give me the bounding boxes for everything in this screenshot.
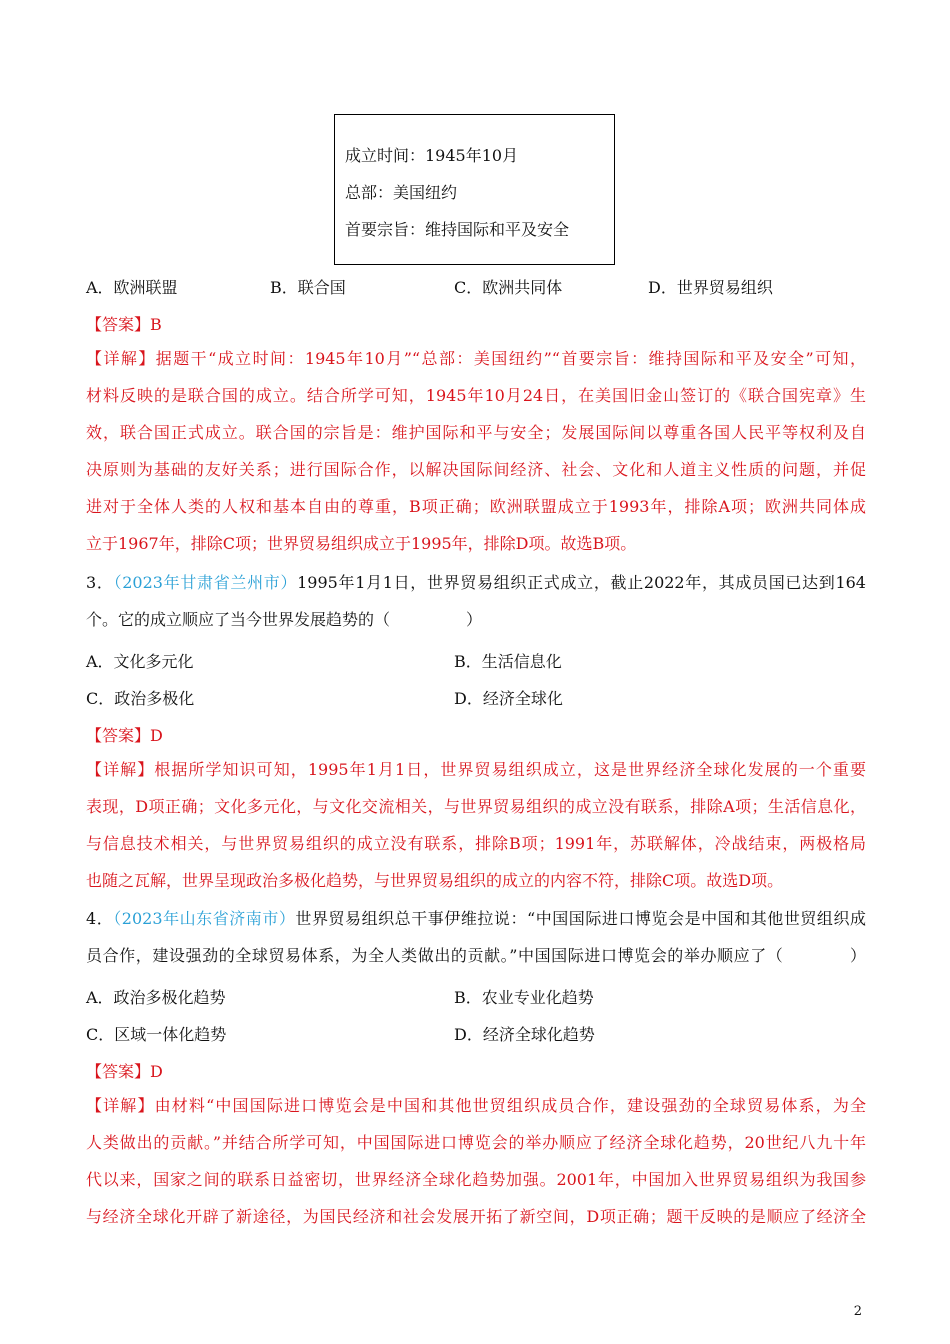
material-headquarters: 总部：美国纽约 [345,183,458,202]
explain-tag: 【详解】 [86,760,155,779]
explain-tag: 【详解】 [86,1096,155,1115]
answer-value: D [150,726,163,745]
q4-option-a: A．政治多极化趋势 [86,988,226,1007]
q3-option-d: D．经济全球化 [454,689,563,708]
question-line: 个。它的成立顺应了当今世界发展趋势的（ ） [86,610,483,629]
q2-option-b: B．联合国 [270,278,346,297]
explain-line: 材料反映的是联合国的成立。结合所学可知，1945年10月24日，在美国旧金山签订的《联合国宪章》生 [86,386,866,405]
q3-option-a: A．文化多元化 [86,652,194,671]
explain-line: 立于1967年，排除C项；世界贸易组织成立于1995年，排除D项。故选B项。 [86,534,637,553]
q3-option-c: C．政治多极化 [86,689,195,708]
q2-option-c: C．欧洲共同体 [454,278,563,297]
q4-option-b: B．农业专业化趋势 [454,988,594,1007]
explain-line: 代以来，国家之间的联系日益密切，世界经济全球化趋势加强。2001年，中国加入世界贸易组织为我国参 [86,1170,866,1189]
explain-line: 与经济全球化开辟了新途径，为国民经济和社会发展开拓了新空间，D项正确；题干反映的是顺应了经济全 [86,1207,866,1226]
explain-line: 表现，D项正确；文化多元化，与文化交流相关，与世界贸易组织的成立没有联系，排除A项；生活信息化， [86,797,866,816]
q3-stem [86,564,866,638]
explain-line: 【详解】据题干“成立时间：1945年10月”“总部：美国纽约”“首要宗旨：维持国际和平及安全”可知， [86,349,866,368]
explain-tag: 【详解】 [86,349,156,368]
answer-tag: 【答案】 [86,1062,151,1081]
q2-option-a: A．欧洲联盟 [86,278,178,297]
material-purpose: 首要宗旨：维持国际和平及安全 [345,220,570,239]
explain-line: 效，联合国正式成立。联合国的宗旨是：维护国际和平与安全；发展国际间以尊重各国人民平等权利及自 [86,423,866,442]
explain-line: 【详解】由材料“中国国际进口博览会是中国和其他世贸组织成员合作，建设强劲的全球贸易体系，为全 [86,1096,866,1115]
q4-option-d: D．经济全球化趋势 [454,1025,595,1044]
q3-explanation [86,751,866,899]
question-line: 3．（2023年甘肃省兰州市）1995年1月1日，世界贸易组织正式成立，截止2022年，其成员国已达到164 [86,573,866,592]
explain-line: 决原则为基础的友好关系；进行国际合作，以解决国际间经济、社会、文化和人道主义性质的问题，并促 [86,460,866,479]
material-box [334,114,615,265]
answer-tag: 【答案】 [86,726,151,745]
page-number: 2 [853,1304,862,1319]
question-line: 员合作，建设强劲的全球贸易体系，为全人类做出的贡献。”中国国际进口博览会的举办顺应了（ ） [86,946,866,965]
q2-option-d: D．世界贸易组织 [648,278,773,297]
explain-line: 【详解】根据所学知识可知，1995年1月1日，世界贸易组织成立，这是世界经济全球化发展的一个重要 [86,760,866,779]
question-line: 4．（2023年山东省济南市）世界贸易组织总干事伊维拉说：“中国国际进口博览会是中国和其他世贸组织成 [86,909,866,928]
question-number: 4． [86,909,114,928]
question-source: （2023年甘肃省兰州市） [113,573,298,592]
answer-value: D [150,1062,163,1081]
q3-option-b: B．生活信息化 [454,652,562,671]
q3-answer [86,723,163,746]
q4-stem [86,900,866,974]
q4-explanation [86,1087,866,1235]
q4-answer [86,1059,163,1082]
q2-explanation [86,340,866,562]
question-number: 3． [86,573,114,592]
explain-line: 与信息技术相关，与世界贸易组织的成立没有联系，排除B项；1991年，苏联解体，冷战结束，两极格局 [86,834,866,853]
q2-answer [86,312,162,335]
q4-option-c: C．区域一体化趋势 [86,1025,227,1044]
explain-line: 也随之瓦解，世界呈现政治多极化趋势，与世界贸易组织的成立的内容不符，排除C项。故选D项。 [86,871,784,890]
material-founding-time: 成立时间：1945年10月 [345,146,519,165]
question-source: （2023年山东省济南市） [113,909,296,928]
answer-value: B [150,315,162,334]
explain-line: 人类做出的贡献。”并结合所学可知，中国国际进口博览会的举办顺应了经济全球化趋势，20世纪八九十年 [86,1133,866,1152]
explain-line: 进对于全体人类的人权和基本自由的尊重，B项正确；欧洲联盟成立于1993年，排除A项；欧洲共同体成 [86,497,866,516]
answer-tag: 【答案】 [86,315,151,334]
